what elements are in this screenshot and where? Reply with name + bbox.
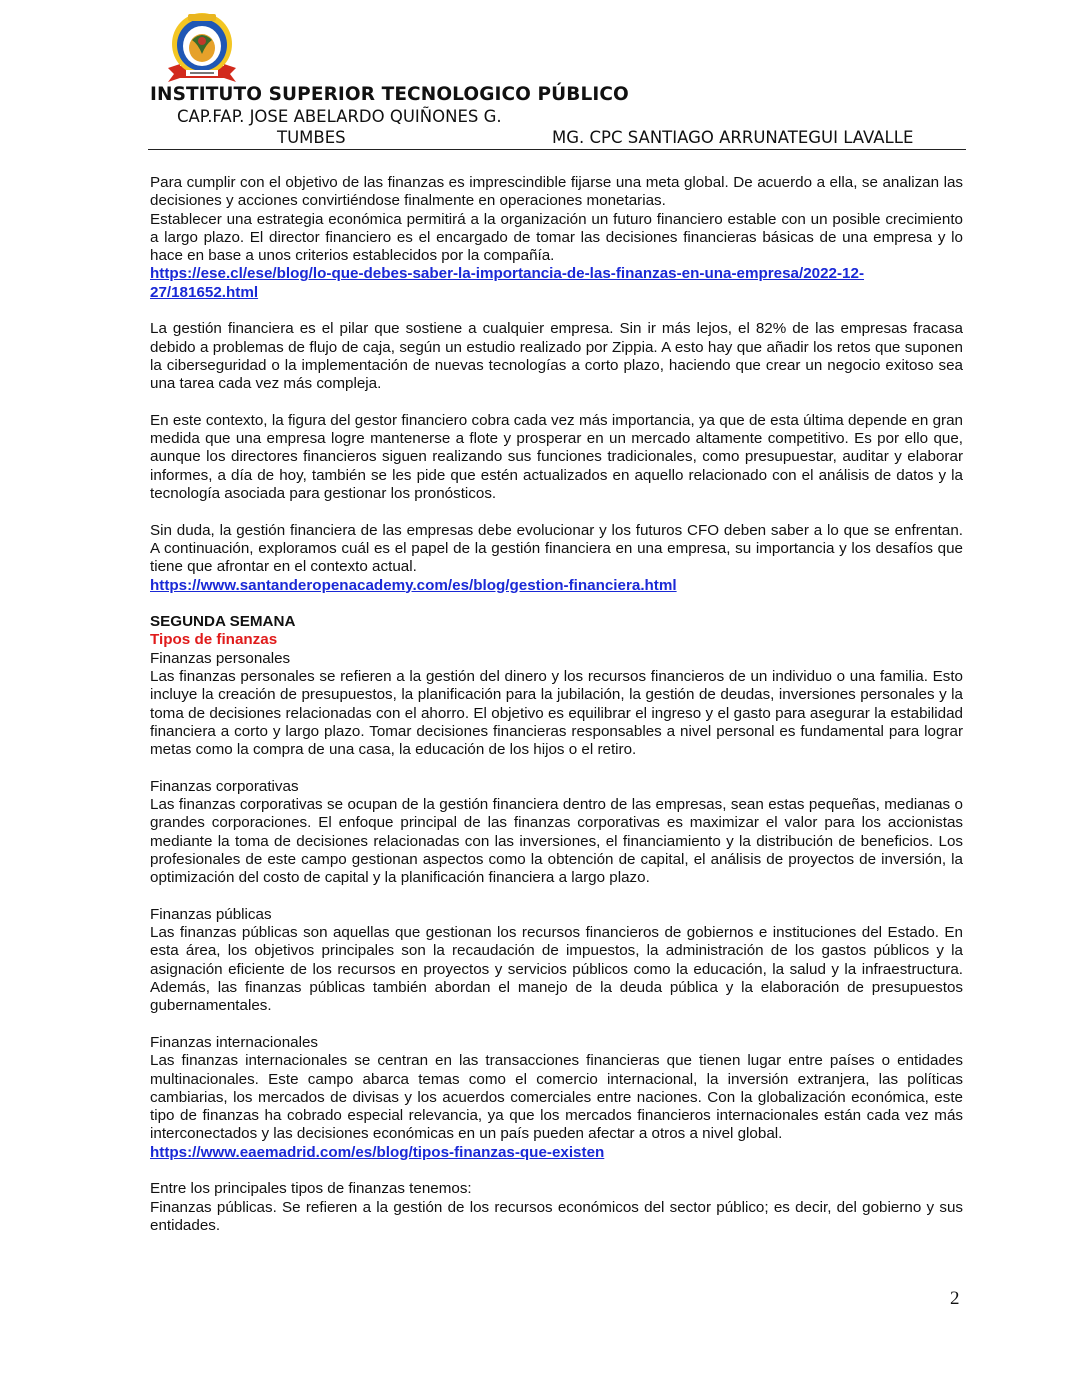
author-name: MG. CPC SANTIAGO ARRUNATEGUI LAVALLE	[552, 128, 914, 147]
paragraph: Sin duda, la gestión financiera de las empresas debe evolucionar y los futuros CFO deben saber a lo que se enfrentan. A continuación, exploramos cuál es el papel de la gestión financiera en una empresa, su importancia y los desafíos que tiene que afrontar en el contexto actual.	[150, 521, 963, 576]
paragraph: Finanzas públicas. Se refieren a la gestión de los recursos económicos del sector público; es decir, del gobierno y sus entidades.	[150, 1198, 963, 1234]
subheading-public: Finanzas públicas	[150, 905, 272, 923]
institution-subtitle: CAP.FAP. JOSE ABELARDO QUIÑONES G.	[177, 107, 502, 126]
paragraph: Establecer una estrategia económica permitirá a la organización un futuro financiero estable con un posible crecimiento a largo plazo. El director financiero es el encargado de tomar las decisiones financieras básicas de una empresa y lo hace en base a unos criterios establecidos por la compañía.	[150, 210, 963, 265]
paragraph: La gestión financiera es el pilar que sostiene a cualquier empresa. Sin ir más lejos, el 82% de las empresas fracasa debido a problemas de flujo de caja, según un estudio realizado por Zippia. A esto hay que añadir los retos que suponen la ciberseguridad o la implementación de nuevas tecnologías a corto plazo, haciendo que crear un negocio exitoso sea una tarea cada vez más compleja.	[150, 320, 963, 393]
header-divider	[148, 149, 966, 150]
page-number: 2	[950, 1288, 960, 1309]
subheading-international: Finanzas internacionales	[150, 1033, 319, 1051]
paragraph: Las finanzas personales se refieren a la gestión del dinero y los recursos financieros de un individuo o una familia. Esto incluye la creación de presupuestos, la planificación para la jubilación, la gestión de deudas, inversiones personales y la toma de decisiones relacionadas con el ahorro. El objetivo es equilibrar el ingreso y el gasto para asegurar la estabilidad financiera a corto y largo plazo. Tomar decisiones financieras responsables a nivel personal es fundamental para lograr metas como la compra de una casa, la educación de los hijos o el retiro.	[150, 668, 963, 759]
source-link[interactable]: https://www.santanderopenacademy.com/es/blog/gestion-financiera.html	[150, 576, 677, 594]
subheading-personal: Finanzas personales	[150, 649, 291, 667]
topic-heading: Tipos de finanzas	[150, 631, 278, 649]
source-link[interactable]: https://ese.cl/ese/blog/lo-que-debes-saber-la-importancia-de-las-finanzas-en-una-empresa/2022-12-27/181652.html	[150, 265, 865, 301]
institute-crest-icon	[166, 10, 238, 84]
paragraph: En este contexto, la figura del gestor financiero cobra cada vez más importancia, ya que de esta última depende en gran medida que una empresa logre mantenerse a flote y prosperar en un mercado altamente competitivo. Es por ello que, aunque los directores financieros siguen realizando sus funciones tradicionales, como presupuestar, auditar y elaborar informes, a día de hoy, también se les pide que estén actualizados en aquello relacionado con el análisis de datos y la tecnología asociada para gestionar los pronósticos.	[150, 411, 963, 503]
week-heading: SEGUNDA SEMANA	[150, 613, 296, 631]
paragraph: Las finanzas internacionales se centran en las transacciones financieras que tienen lugar entre países o entidades multinacionales. Este campo abarca temas como el comercio internacional, la inversión extranjera, las políticas cambiarias, los mercados de divisas y los acuerdos comerciales entre naciones. Con la globalización económica, este tipo de finanzas ha cobrado especial relevancia, ya que los mercados financieros internacionales están cada vez más interconectados y las decisiones económicas en un país pueden afectar a otros a nivel global.	[150, 1052, 963, 1143]
source-link[interactable]: https://www.eaemadrid.com/es/blog/tipos-finanzas-que-existen	[150, 1143, 605, 1161]
institution-name: INSTITUTO SUPERIOR TECNOLOGICO PÚBLICO	[150, 84, 629, 105]
paragraph: Para cumplir con el objetivo de las finanzas es imprescindible fijarse una meta global. De acuerdo a ella, se analizan las decisiones y acciones convirtiéndose finalmente en operaciones monetarias.	[150, 174, 963, 210]
paragraph: Las finanzas corporativas se ocupan de la gestión financiera dentro de las empresas, sean estas pequeñas, medianas o grandes corporaciones. El enfoque principal de las finanzas corporativas es maximizar el valor para los accionistas mediante la toma de decisiones relacionadas con las inversiones, el financiamiento y la distribución de beneficios. Los profesionales de este campo gestionan aspectos como la obtención de capital, el análisis de proyectos de inversión, la optimización del costo de capital y la planificación financiera a largo plazo.	[150, 796, 963, 887]
document-body	[150, 174, 963, 1235]
institution-city: TUMBES	[277, 128, 346, 147]
subheading-corporate: Finanzas corporativas	[150, 777, 299, 795]
paragraph: Las finanzas públicas son aquellas que gestionan los recursos financieros de gobiernos e instituciones del Estado. En esta área, los objetivos principales son la recaudación de impuestos, la administración de los gastos públicos y la asignación eficiente de los recursos en proyectos y servicios públicos como la educación, la salud y la infraestructura. Además, las finanzas públicas también abordan el manejo de la deuda pública y la elaboración de presupuestos gubernamentales.	[150, 924, 963, 1015]
paragraph: Entre los principales tipos de finanzas tenemos:	[150, 1180, 472, 1198]
